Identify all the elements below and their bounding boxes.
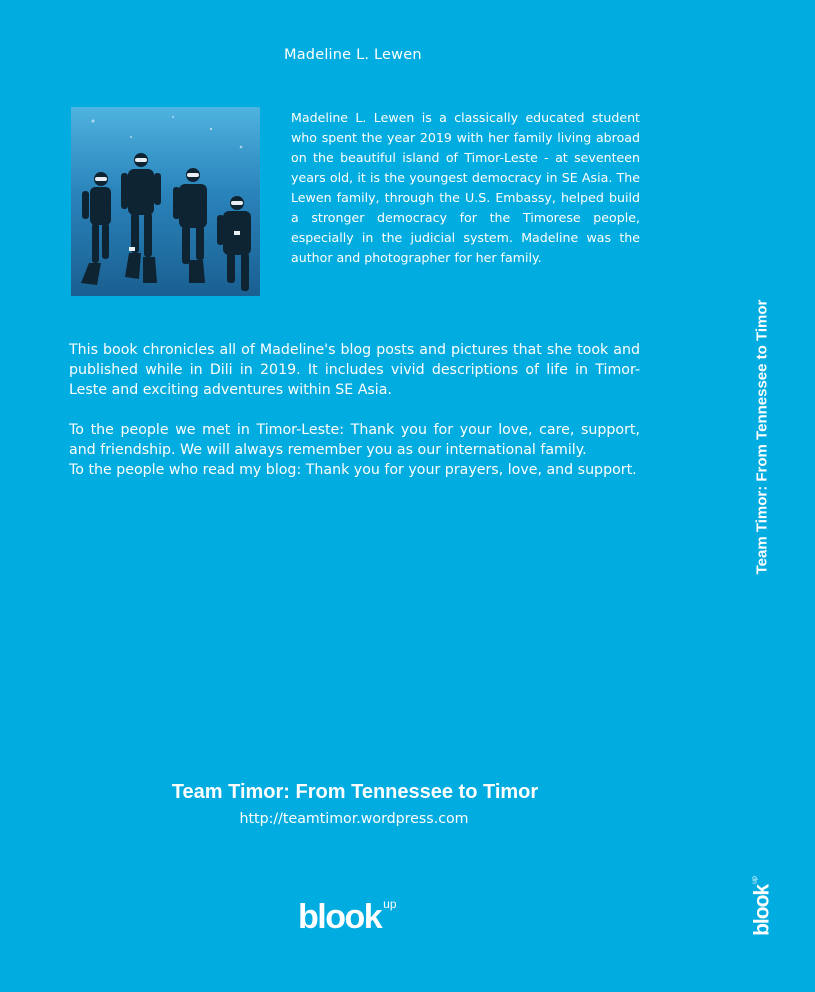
paragraph-spacer [69,400,640,420]
logo-superscript: up [383,897,397,911]
book-description [69,340,640,480]
book-url: http://teamtimor.wordpress.com [239,811,469,827]
spine-logo-wordmark: blook [750,884,774,936]
dedication-paragraph: To the people we met in Timor-Leste: Thank you for your love, care, support, and friendship. We will always remember you as our international family. [69,422,640,458]
blookup-logo [298,898,397,934]
author-name: Madeline L. Lewen [284,47,422,63]
book-title: Team Timor: From Tennessee to Timor [171,781,539,803]
description-paragraph: This book chronicles all of Madeline's blog posts and pictures that she took and published while in Dili in 2019. It includes vivid descriptions of life in Timor-Leste and exciting adventures within SE Asia. [69,342,640,398]
spine-logo-superscript: up [751,876,759,884]
dedication-paragraph: To the people who read my blog: Thank you for your prayers, love, and support. [69,462,637,478]
spine-title: Team Timor: From Tennessee to Timor [753,299,771,575]
spine-blookup-logo [752,876,773,936]
divers-photo [71,107,260,296]
logo-wordmark: blook [298,898,382,936]
author-bio: Madeline L. Lewen is a classically educated student who spent the year 2019 with her family living abroad on the beautiful island of Timor-Leste - at seventeen years old, it is the youngest democracy in SE Asia. The Lewen family, through the U.S. Embassy, helped build a stronger democracy for the Timorese people, especially in the judicial system. Madeline was the author and photographer for her family. [291,110,640,265]
